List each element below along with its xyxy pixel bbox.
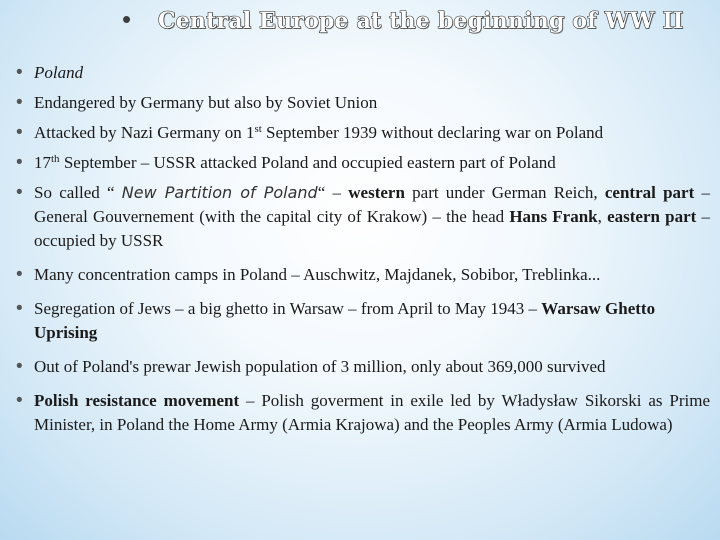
list-item xyxy=(16,151,710,175)
bullet-dot: • xyxy=(16,122,23,143)
list-item xyxy=(16,91,710,115)
list-item xyxy=(16,297,710,345)
bold-text: Hans Frank xyxy=(509,207,598,226)
bullet-list xyxy=(16,61,710,443)
bullet-dot: • xyxy=(16,264,23,285)
item-text: Many concentration camps in Poland – Auschwitz, Majdanek, Sobibor, Treblinka... xyxy=(34,265,601,284)
bullet-dot: • xyxy=(16,152,23,173)
list-item xyxy=(16,181,710,253)
item-text: September – USSR attacked Poland and occupied eastern part of Poland xyxy=(59,153,556,172)
bullet-dot: • xyxy=(16,182,23,203)
bullet-dot: • xyxy=(16,92,23,113)
bold-text: central part xyxy=(604,183,695,202)
ordinal-suffix: th xyxy=(51,153,60,165)
bullet-dot: • xyxy=(16,356,23,377)
bold-text: Warsaw Ghetto Uprising xyxy=(34,299,656,342)
list-item xyxy=(16,61,710,85)
slide-title: Central Europe at the beginning of WW II xyxy=(158,8,684,34)
item-text: Attacked by Nazi Germany on 1 xyxy=(34,123,255,142)
item-text: Out of Poland's prewar Jewish population of 3 million, only about 369,000 survived xyxy=(34,357,606,376)
item-text: Endangered by Germany but also by Soviet Union xyxy=(34,93,378,112)
bold-text: eastern part xyxy=(607,207,697,226)
bullet-dot: • xyxy=(16,298,23,319)
emphasis-text: New Partition of Poland xyxy=(121,183,318,202)
item-text: September 1939 without declaring war on Poland xyxy=(261,123,604,142)
ordinal-suffix: st xyxy=(254,123,262,135)
bold-text: western xyxy=(348,183,405,202)
bullet-dot: • xyxy=(16,62,23,83)
bold-text: Polish resistance movement xyxy=(34,391,240,410)
item-text: – occupied by USSR xyxy=(34,207,711,250)
list-item xyxy=(16,355,710,379)
item-text: – Polish goverment in exile led by Władysław Sikorski as Prime Minister, in Poland the Home Army (Armia Krajowa) and the Peoples Army (Armia Ludowa) xyxy=(34,391,710,434)
list-item xyxy=(16,389,710,437)
item-text: , xyxy=(597,207,608,226)
item-text: Poland xyxy=(34,63,84,82)
title-bullet: • xyxy=(122,4,132,34)
item-text: “ – xyxy=(317,183,349,202)
list-item xyxy=(16,263,710,287)
item-text: part under German Reich, xyxy=(404,183,605,202)
item-text: Segregation of Jews – a big ghetto in Warsaw – from April to May 1943 – xyxy=(34,299,542,318)
item-text: – General Gouvernement (with the capital city of Krakow) – the head xyxy=(34,183,711,226)
list-item xyxy=(16,121,710,145)
item-text: 17 xyxy=(34,153,51,172)
item-text: So called “ xyxy=(34,183,122,202)
bullet-dot: • xyxy=(16,390,23,411)
